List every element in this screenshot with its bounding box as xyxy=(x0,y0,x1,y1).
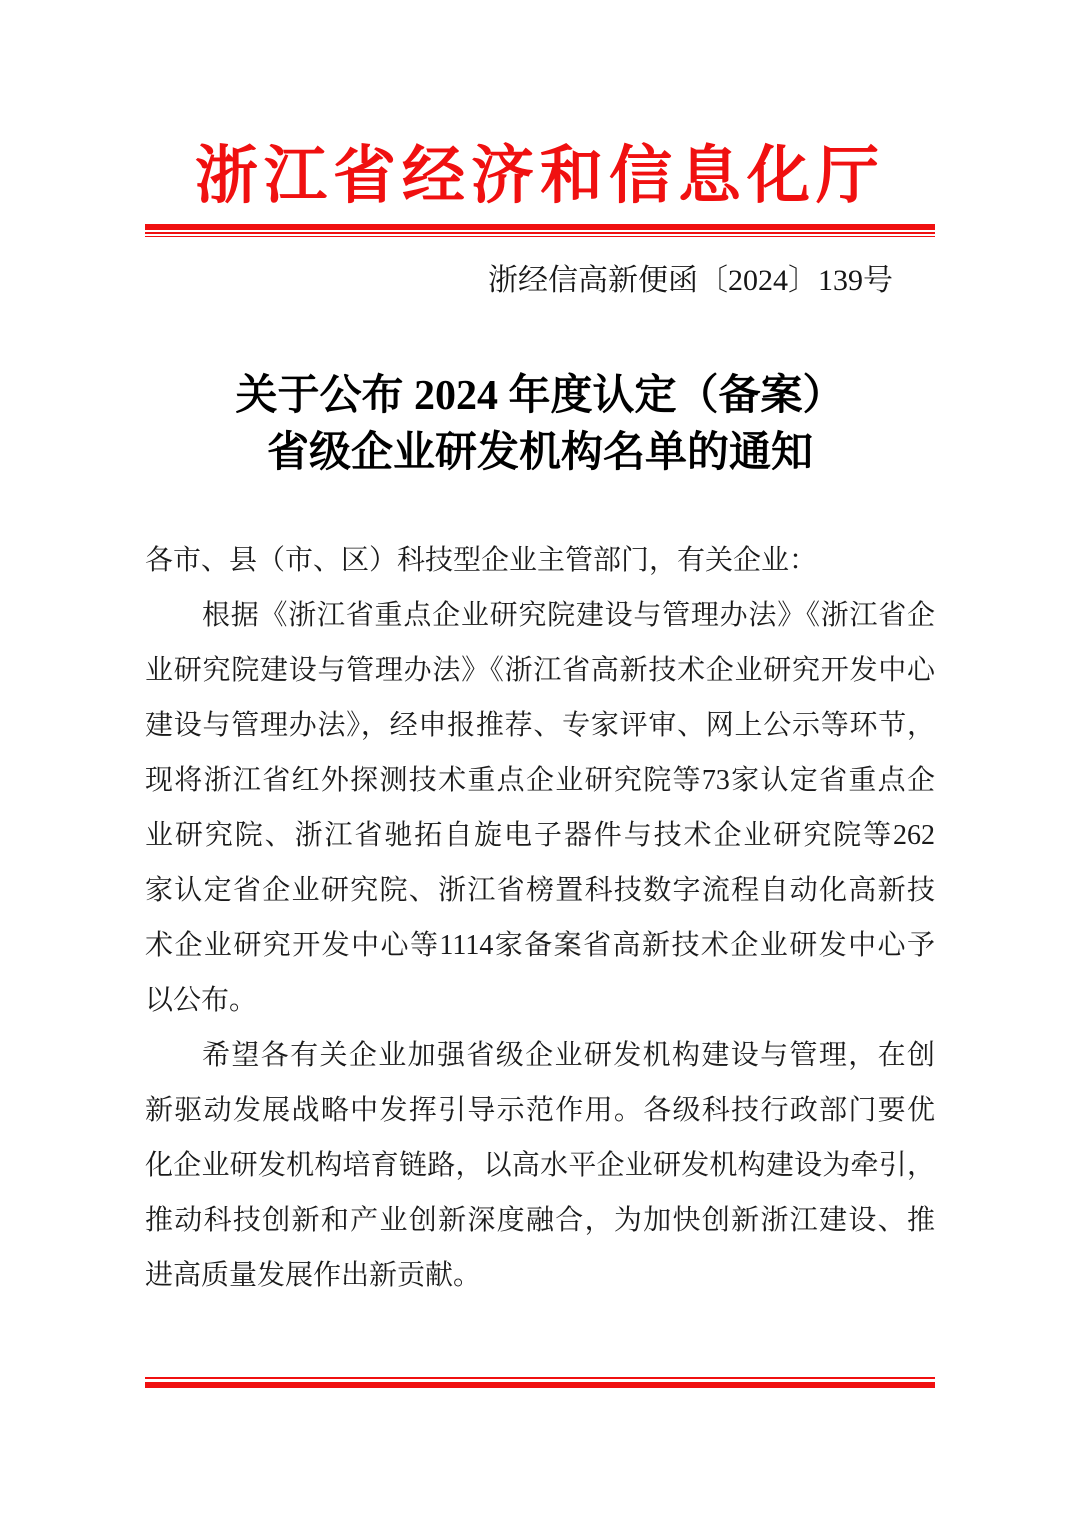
body-line: 现将浙江省红外探测技术重点企业研究院等73家认定省重点企 xyxy=(145,765,935,796)
body-line: 根据《浙江省重点企业研究院建设与管理办法》《浙江省企 xyxy=(202,600,935,631)
red-rule-thin-line xyxy=(145,236,935,237)
red-rule-medium-line xyxy=(145,232,935,234)
red-rule-thick-line xyxy=(145,224,935,230)
document-title xyxy=(145,368,935,482)
red-rule-thin-line xyxy=(145,1377,935,1379)
body-line: 建设与管理办法》，经申报推荐、专家评审、网上公示等环节， xyxy=(145,710,935,741)
body-line: 业研究院、浙江省驰拓自旋电子器件与技术企业研究院等262 xyxy=(145,820,935,851)
body-line: 术企业研究开发中心等1114家备案省高新技术企业研发中心予 xyxy=(145,930,935,961)
body-line: 新驱动发展战略中发挥引导示范作用。各级科技行政部门要优 xyxy=(145,1095,935,1126)
body-line: 以公布。 xyxy=(145,985,258,1016)
body-line: 业研究院建设与管理办法》《浙江省高新技术企业研究开发中心 xyxy=(145,655,935,686)
body-line: 推动科技创新和产业创新深度融合，为加快创新浙江建设、推 xyxy=(145,1205,935,1236)
letterhead-agency-title: 浙江省经济和信息化厅 xyxy=(195,141,885,211)
red-rule-thick-line xyxy=(145,1382,935,1388)
body-line: 化企业研发机构培育链路，以高水平企业研发机构建设为牵引， xyxy=(145,1150,935,1181)
body-line: 家认定省企业研究院、浙江省榜置科技数字流程自动化高新技 xyxy=(145,875,935,906)
document-title-line-1: 关于公布 2024 年度认定（备案） xyxy=(235,373,845,419)
body-line: 希望各有关企业加强省级企业研发机构建设与管理，在创 xyxy=(202,1040,935,1071)
body-line: 进高质量发展作出新贡献。 xyxy=(145,1260,482,1291)
document-body xyxy=(145,533,935,1303)
document-reference-number: 浙经信高新便函〔2024〕139号 xyxy=(488,264,893,297)
document-title-line-2: 省级企业研发机构名单的通知 xyxy=(266,430,813,476)
body-line: 各市、县（市、区）科技型企业主管部门，有关企业： xyxy=(145,545,818,576)
footer-red-rule xyxy=(145,1377,935,1388)
letterhead-red-rule xyxy=(145,224,935,237)
